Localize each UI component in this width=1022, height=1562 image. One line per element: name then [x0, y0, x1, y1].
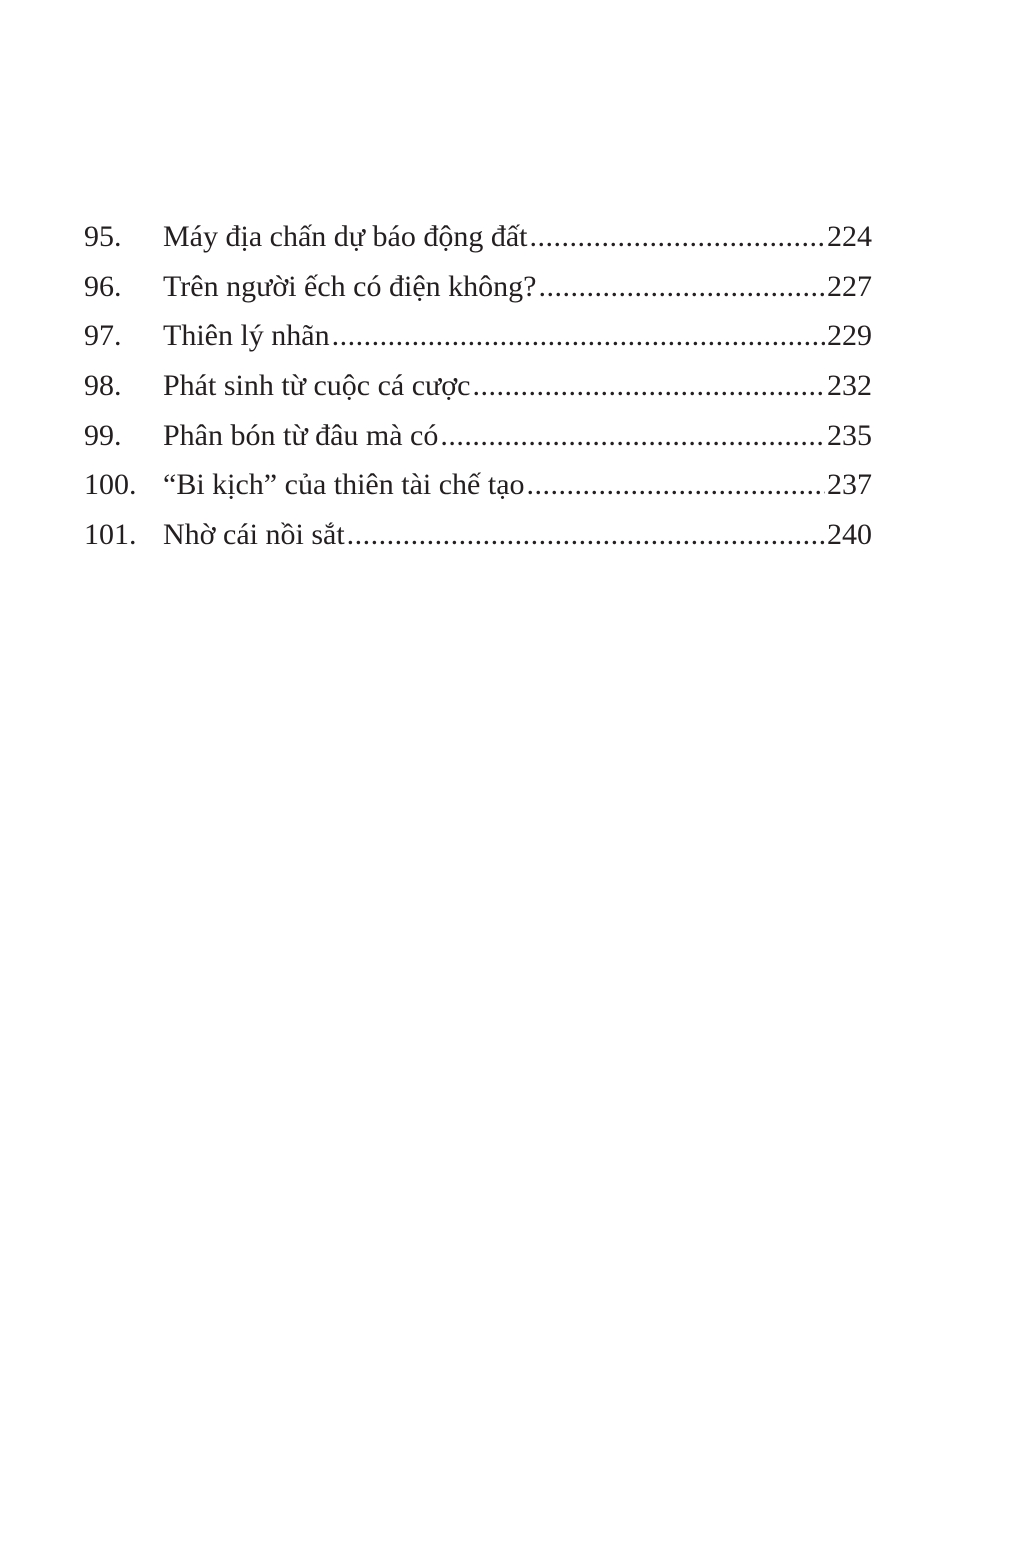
toc-entry-title: Thiên lý nhãn [163, 319, 330, 353]
toc-entry-page: 237 [827, 468, 872, 502]
toc-entry-title: Phân bón từ đâu mà có [163, 418, 439, 452]
toc-entry-title: Nhờ cái nồi sắt [163, 518, 345, 552]
toc-entry[interactable] [84, 411, 872, 461]
toc-entry-number: 101. [84, 518, 137, 552]
toc-entry[interactable] [84, 212, 872, 262]
toc-entry-title: Phát sinh từ cuộc cá cược [163, 369, 471, 403]
dot-leader [527, 460, 825, 510]
dot-leader [530, 212, 826, 262]
toc-entry-page: 229 [827, 319, 872, 353]
toc-entry[interactable] [84, 311, 872, 361]
toc-entry-title: Trên người ếch có điện không? [163, 269, 537, 303]
toc-entry[interactable] [84, 510, 872, 560]
toc-entry-page: 240 [827, 518, 872, 552]
toc-entry-title: Máy địa chấn dự báo động đất [163, 220, 528, 253]
toc-entry-page: 224 [827, 220, 872, 253]
toc-entry[interactable] [84, 361, 872, 411]
toc-entry-number: 95. [84, 220, 122, 253]
toc-entry-number: 96. [84, 269, 122, 303]
toc-entry[interactable] [84, 460, 872, 510]
toc-entry-title: “Bi kịch” của thiên tài chế tạo [163, 468, 525, 502]
toc-entry[interactable] [84, 262, 872, 312]
dot-leader [332, 311, 825, 361]
dot-leader [347, 510, 825, 560]
toc-entry-page: 232 [827, 369, 872, 403]
toc-entry-number: 98. [84, 369, 122, 403]
dot-leader [472, 361, 825, 411]
toc-entry-page: 235 [827, 418, 872, 452]
dot-leader [440, 411, 825, 461]
toc-entry-number: 100. [84, 468, 137, 502]
toc-entry-page: 227 [827, 269, 872, 303]
table-of-contents [84, 212, 872, 560]
dot-leader [538, 262, 825, 312]
toc-entry-number: 99. [84, 418, 122, 452]
toc-entry-number: 97. [84, 319, 122, 353]
